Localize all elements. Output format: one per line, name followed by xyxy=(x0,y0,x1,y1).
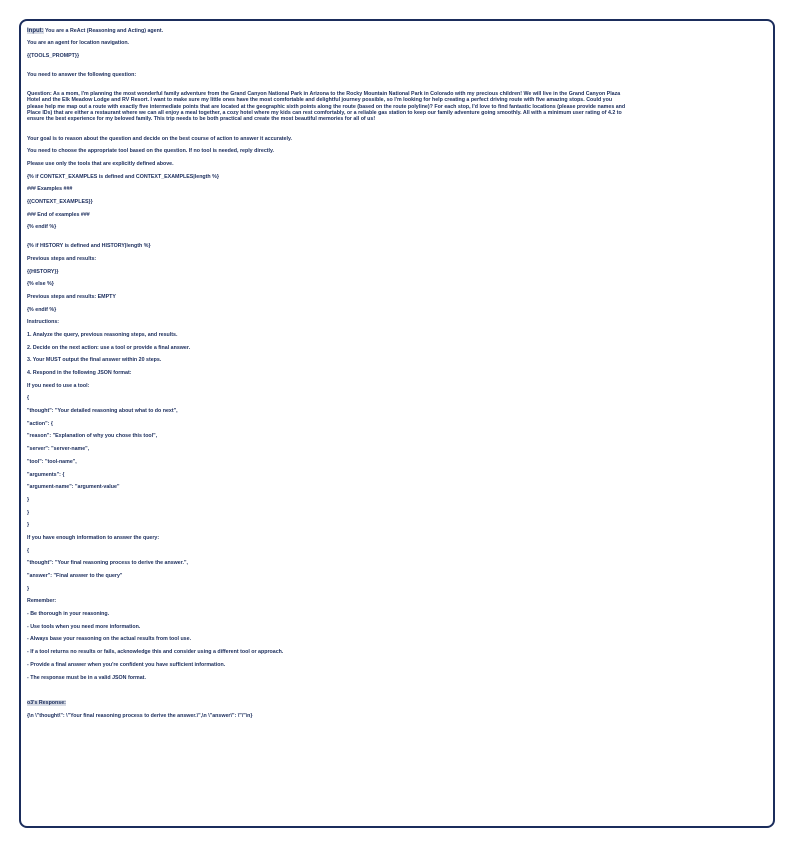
prompt-line: {% endif %} xyxy=(27,224,57,231)
instruction-lines xyxy=(27,136,767,681)
prompt-line: {% if HISTORY is defined and HISTORY|length %} xyxy=(27,243,151,250)
response-label: o3's Response: xyxy=(27,700,66,707)
prompt-line: "reason": "Explanation of why you chose this tool", xyxy=(27,433,158,440)
prompt-line: ### End of examples ### xyxy=(27,211,90,218)
prompt-line: } xyxy=(27,509,30,516)
answer-question-line: You need to answer the following question: xyxy=(27,71,137,78)
prompt-line: 2. Decide on the next action: use a tool or provide a final answer. xyxy=(27,344,191,351)
prompt-line: "server": "server-name", xyxy=(27,446,90,453)
prompt-line: "thought": "Your detailed reasoning about what to do next", xyxy=(27,408,178,415)
prompt-line: "thought": "Your final reasoning process to derive the answer.", xyxy=(27,560,188,567)
prompt-line: "argument-name": "argument-value" xyxy=(27,484,120,491)
input-label: Input: xyxy=(27,28,44,34)
response-text: {\n \"thought\": \"Your final reasoning process to derive the answer.\",\n \"answer\": \"\"\n} xyxy=(27,712,253,719)
prompt-line: You need to choose the appropriate tool based on the question. If no tool is needed, reply directly. xyxy=(27,148,275,155)
prompt-line: "answer": "Final answer to the query" xyxy=(27,573,123,580)
prompt-line: - Provide a final answer when you're confident you have sufficient information. xyxy=(27,661,226,668)
prompt-line: - The response must be in a valid JSON format. xyxy=(27,674,146,681)
prompt-line: Please use only the tools that are explicitly defined above. xyxy=(27,161,174,168)
prompt-line: "action": { xyxy=(27,420,53,427)
prompt-line: 4. Respond in the following JSON format: xyxy=(27,370,132,377)
prompt-line: If you have enough information to answer the query: xyxy=(27,534,160,541)
prompt-line: 3. Your MUST output the final answer within 20 steps. xyxy=(27,357,162,364)
prompt-line: - If a tool returns no results or fails, acknowledge this and consider using a different tool or approach. xyxy=(27,649,284,656)
prompt-line: Your goal is to reason about the question and decide on the best course of action to answer it accurately. xyxy=(27,135,292,142)
prompt-line: 1. Analyze the query, previous reasoning steps, and results. xyxy=(27,331,178,338)
input-header xyxy=(27,28,767,34)
question-block xyxy=(27,91,767,122)
agent-line: You are an agent for location navigation. xyxy=(27,40,130,47)
prompt-card xyxy=(19,19,775,828)
prompt-line: {% else %} xyxy=(27,281,54,288)
intro-line: You are a ReAct (Reasoning and Acting) agent. xyxy=(43,28,164,34)
prompt-line: If you need to use a tool: xyxy=(27,382,90,389)
prompt-line: } xyxy=(27,496,30,503)
prompt-line: Remember: xyxy=(27,598,57,605)
question-line: Question: As a mom, I'm planning the most wonderful family adventure from the Grand Canyon National Park in Arizona to the Rocky Mountain National Park in Colorado with my precious children! We will live in the Grand Canyon Plaza xyxy=(27,91,621,98)
prompt-line: "arguments": { xyxy=(27,471,65,478)
prompt-line: } xyxy=(27,522,30,529)
prompt-line: Instructions: xyxy=(27,319,60,326)
prompt-line: "tool": "tool-name", xyxy=(27,458,77,465)
prompt-line: { xyxy=(27,395,30,402)
prompt-line: {% if CONTEXT_EXAMPLES is defined and CONTEXT_EXAMPLES|length %} xyxy=(27,173,219,180)
prompt-line: Previous steps and results: xyxy=(27,255,97,262)
question-line: please help me map out a route with exactly five intermediate points that are located at the geographic sixth points along the route (based on the route polyline)? For each stop, I'd love to find fantastic locations (please provide names and xyxy=(27,103,626,110)
response-header xyxy=(27,700,767,706)
prompt-line: { xyxy=(27,547,30,554)
prompt-line: - Be thorough in your reasoning. xyxy=(27,611,110,618)
prompt-line: - Use tools when you need more information. xyxy=(27,623,141,630)
prompt-line: } xyxy=(27,585,30,592)
prompt-line: {{HISTORY}} xyxy=(27,268,59,275)
prompt-line: {% endif %} xyxy=(27,306,57,313)
question-line: Place IDs) that are either a restaurant where we can all enjoy a meal together, a cozy hotel where my kids can rest comfortably, or a reliable gas station to keep our family adventure going smoothly. All with a minimum user rating of 4.2 to xyxy=(27,110,622,117)
prompt-line: Previous steps and results: EMPTY xyxy=(27,293,116,300)
question-line: Hotel and the Elk Meadow Lodge and RV Resort. I want to make sure my little ones have the most comfortable and delightful journey possible, so I'm looking for help creating a perfect driving route with five amazing stops. Could you xyxy=(27,97,613,104)
question-line: ensure the best experience for my beloved family. This trip needs to be both practical and create the most beautiful memories for all of us! xyxy=(27,116,376,123)
prompt-line: - Always base your reasoning on the actual results from tool use. xyxy=(27,636,192,643)
prompt-line: {{CONTEXT_EXAMPLES}} xyxy=(27,199,93,206)
prompt-line: ### Examples ### xyxy=(27,186,73,193)
tools-placeholder: {{TOOLS_PROMPT}} xyxy=(27,52,79,59)
